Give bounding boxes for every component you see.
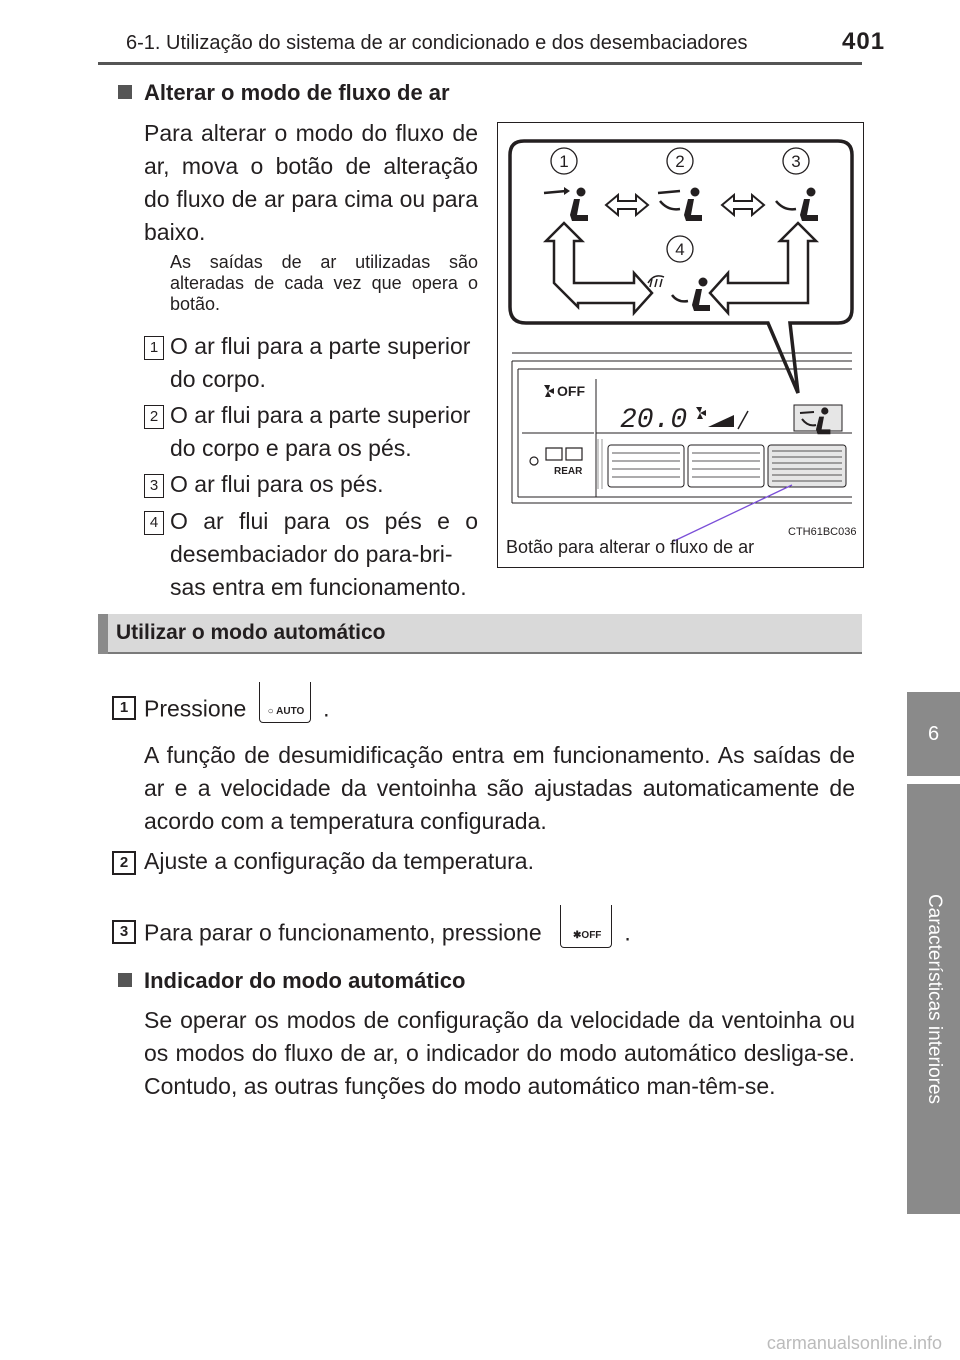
step-1-detail: A função de desumidificação entra em funcionamento. As saídas de ar e a velocidade da ventoinha são ajustadas automaticamente de acordo com a temperatura configurada. [144, 742, 855, 834]
figure-caption: Botão para alterar o fluxo de ar [506, 537, 755, 557]
square-bullet-icon [118, 973, 132, 987]
double-arrow-icon [606, 195, 648, 215]
temperature-display: 20.0 [620, 405, 688, 436]
item-text: O ar flui para a parte superior [170, 333, 471, 359]
defrost-foot-mode-icon [648, 276, 710, 311]
item-text: do corpo e para os pés. [170, 435, 412, 461]
list-item [144, 399, 478, 467]
callout-3: 3 [791, 152, 801, 171]
indicator-heading: Indicador do modo automático [118, 968, 465, 994]
step-number: 3 [112, 920, 136, 944]
airflow-intro: Para alterar o modo do fluxo de ar, mova o botão de alteração do fluxo de ar para cima ou para baixo. [144, 120, 478, 245]
caption-pointer [674, 485, 792, 541]
section-heading-bar [98, 614, 862, 654]
airflow-heading: Alterar o modo de fluxo de ar [118, 80, 450, 106]
list-item [144, 468, 478, 504]
fan-off-button-icon: ✱OFF [560, 905, 612, 948]
figure-code: CTH61BC036 [788, 526, 857, 538]
callout-4: 4 [675, 240, 685, 259]
step-2-text: Ajuste a configuração da temperatura. [144, 848, 534, 874]
airflow-item-list [144, 330, 478, 605]
page-number: 401 [842, 28, 886, 55]
watermark: carmanualsonline.info [766, 1333, 942, 1353]
step-3-text: Para parar o funcionamento, pressione ✱OFF . [144, 913, 631, 956]
auto-button-icon: ○ AUTO [259, 682, 311, 723]
callout-2: 2 [675, 152, 685, 171]
item-text: O ar flui para a parte superior [170, 402, 471, 428]
climate-panel-drawing [498, 123, 863, 567]
header-rule [98, 62, 862, 65]
callout-1: 1 [559, 152, 569, 171]
svg-text:REAR: REAR [554, 466, 583, 477]
square-bullet-icon [118, 85, 132, 99]
step-number: 1 [112, 696, 136, 720]
chapter-tab-number: 6 [907, 692, 960, 776]
bilevel-mode-icon [658, 188, 702, 222]
indicator-text: Se operar os modos de configuração da velocidade da ventoinha ou os modos do fluxo de ar, o indicador do modo automático desliga-se. Contudo, as outras funções do modo automático man-têm-se. [144, 1007, 855, 1099]
return-arrow-left-icon [546, 223, 652, 313]
item-number: 3 [144, 474, 164, 498]
item-text: sas entra em funcionamento. [170, 574, 467, 600]
svg-text:OFF: OFF [557, 383, 585, 399]
item-text: desembaciador do para-bri- [170, 541, 453, 567]
step-1-text: Pressione ○ AUTO . [144, 690, 329, 731]
step-number: 2 [112, 851, 136, 875]
item-text: do corpo. [170, 366, 266, 392]
section-accent [98, 614, 108, 654]
rear-defrost-icon [546, 448, 583, 477]
section-title: 6-1. Utilização do sistema de ar condicionado e dos desembaciadores [126, 32, 748, 54]
item-number: 4 [144, 511, 164, 535]
airflow-note: As saídas de ar utilizadas são alteradas de cada vez que opera o botão. [170, 252, 478, 314]
item-text: O ar flui para os pés. [170, 471, 384, 497]
airflow-illustration [497, 122, 864, 568]
list-item [144, 330, 478, 398]
item-text: O ar flui para os pés e o [170, 508, 478, 534]
section-heading: Utilizar o modo automático [116, 621, 386, 644]
face-mode-icon [544, 187, 588, 221]
foot-mode-icon [776, 188, 818, 222]
item-number: 2 [144, 405, 164, 429]
return-arrow-right-icon [710, 223, 816, 313]
double-arrow-icon [722, 195, 764, 215]
fan-off-icon [544, 383, 585, 399]
item-number: 1 [144, 336, 164, 360]
list-item [144, 505, 478, 605]
chapter-tab-label: Características interiores [907, 784, 960, 1214]
fan-speed-icon [696, 407, 748, 429]
